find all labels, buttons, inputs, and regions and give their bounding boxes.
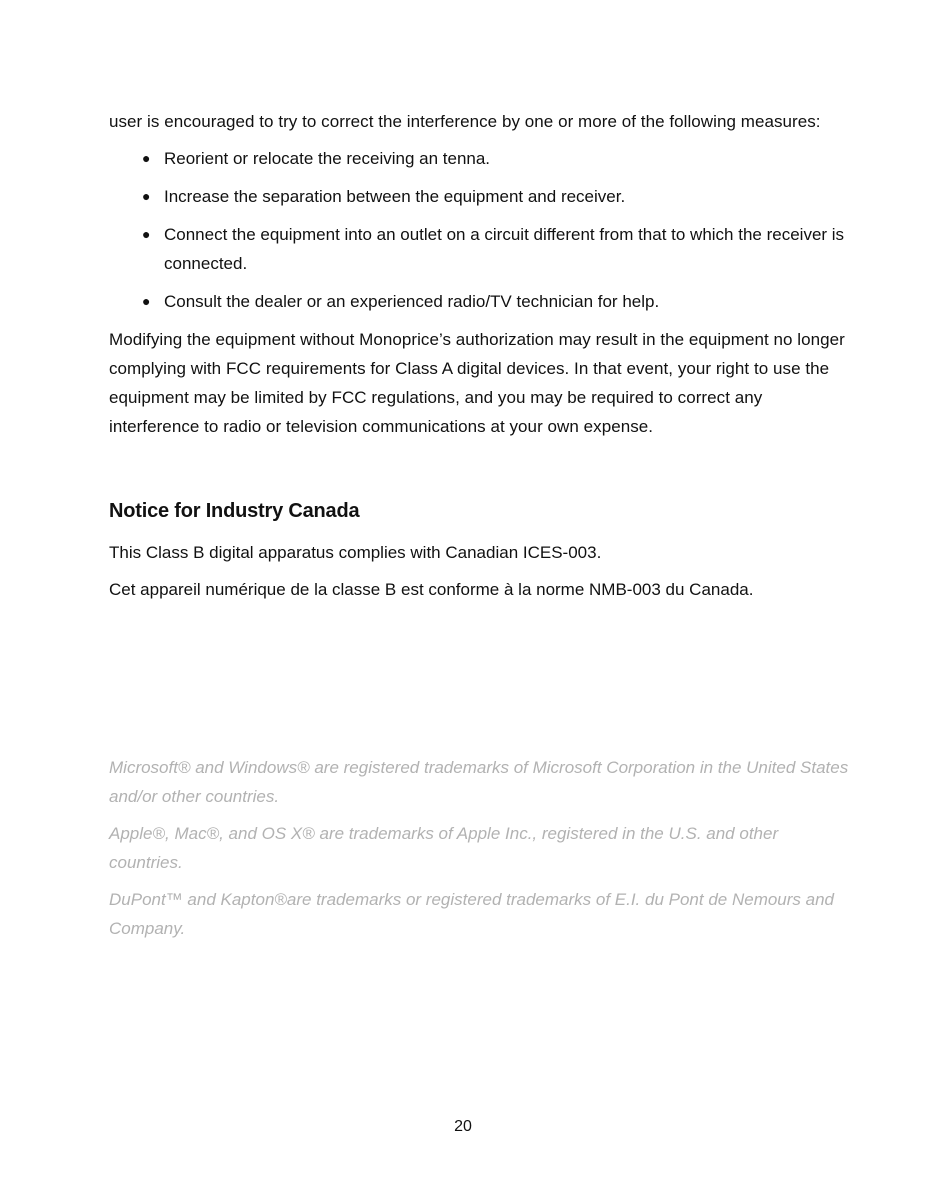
main-content — [109, 107, 849, 612]
list-item — [109, 182, 849, 211]
measure-text: Consult the dealer or an experienced radio/TV technician for help. — [164, 292, 660, 311]
bullet-icon: ● — [142, 150, 151, 166]
modification-paragraph: Modifying the equipment without Monoprice’s authorization may result in the equipment no longer complying with FCC requirements for Class A digital devices. In that event, your right to use the equipment may be limited by FCC regulations, and you may be required to correct any interference to radio or television communications at your own expense. — [109, 330, 845, 436]
measure-text: Reorient or relocate the receiving an tenna. — [164, 149, 491, 168]
measure-text: Increase the separation between the equipment and receiver. — [164, 187, 626, 206]
fcc-intro-paragraph: user is encouraged to try to correct the interference by one or more of the following measures: — [109, 112, 821, 131]
trademark-apple: Apple®, Mac®, and OS X® are trademarks of Apple Inc., registered in the U.S. and other countries. — [109, 824, 779, 872]
nmb-french-statement: Cet appareil numérique de la classe B est conforme à la norme NMB-003 du Canada. — [109, 580, 754, 599]
list-item — [109, 287, 849, 316]
ices-english-statement: This Class B digital apparatus complies with Canadian ICES-003. — [109, 543, 602, 562]
measure-text: Connect the equipment into an outlet on a circuit different from that to which the receiver is connected. — [164, 225, 845, 273]
trademark-dupont: DuPont™ and Kapton®are trademarks or registered trademarks of E.I. du Pont de Nemours and Company. — [109, 890, 835, 938]
trademark-microsoft: Microsoft® and Windows® are registered trademarks of Microsoft Corporation in the United States and/or other countries. — [109, 758, 849, 806]
bullet-icon: ● — [142, 293, 151, 309]
list-item — [109, 220, 849, 278]
bullet-icon: ● — [142, 188, 151, 204]
trademarks-section — [109, 753, 849, 951]
page-number: 20 — [454, 1118, 472, 1135]
bullet-icon: ● — [142, 226, 151, 242]
industry-canada-heading: Notice for Industry Canada — [109, 500, 360, 522]
list-item — [109, 144, 849, 173]
measures-list — [109, 144, 849, 316]
